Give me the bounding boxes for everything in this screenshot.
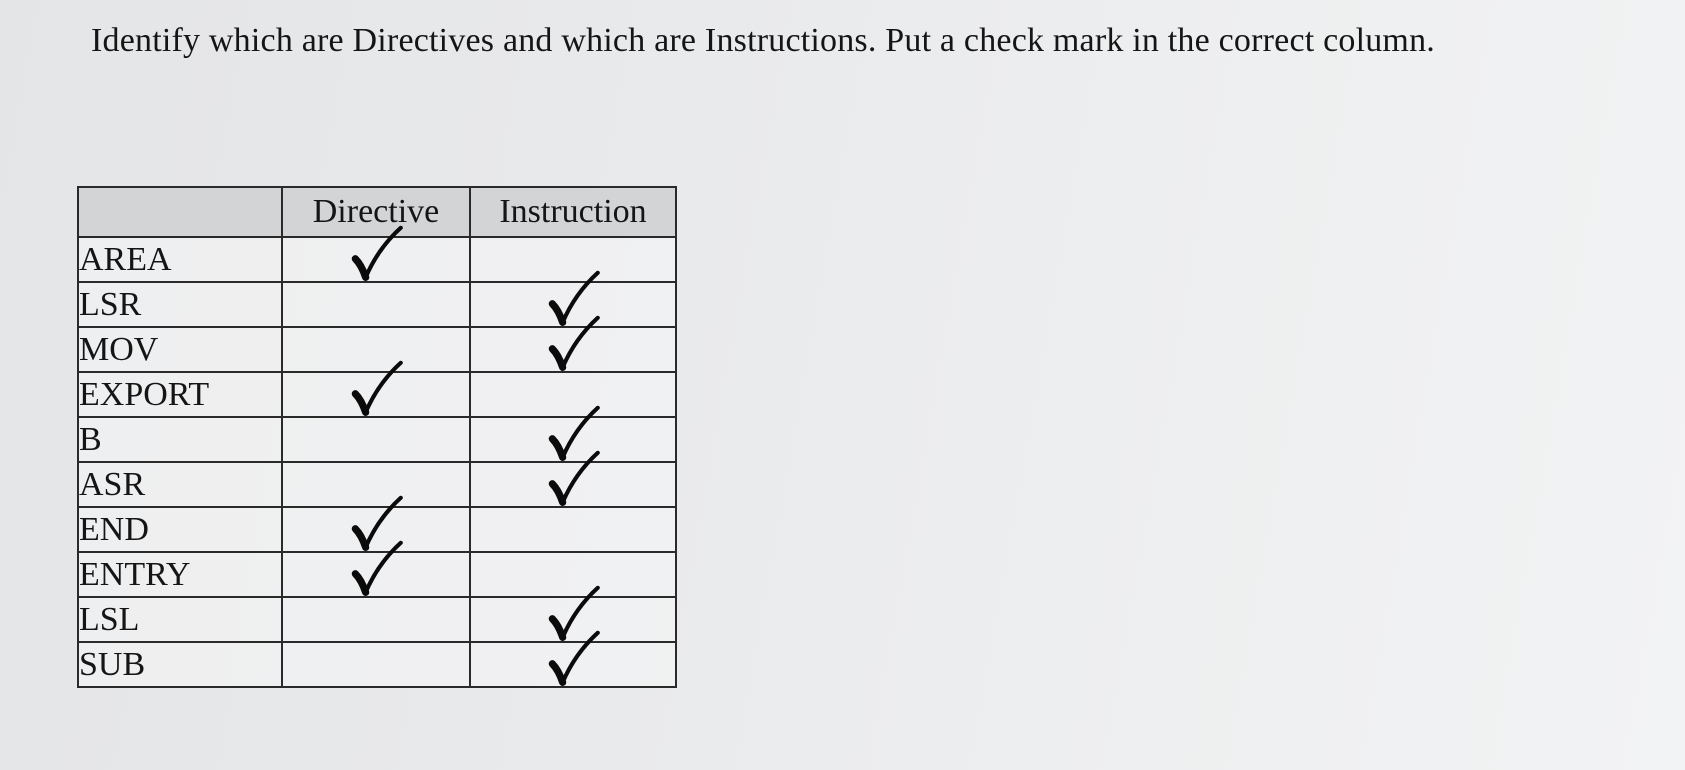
term-cell: EXPORT xyxy=(78,372,282,417)
term-cell: LSL xyxy=(78,597,282,642)
check-mark-icon xyxy=(345,536,407,598)
directive-cell[interactable] xyxy=(282,372,470,417)
directive-column-header: Directive xyxy=(282,187,470,237)
check-mark-icon xyxy=(345,356,407,418)
directive-cell[interactable] xyxy=(282,642,470,687)
term-cell: ASR xyxy=(78,462,282,507)
table-row xyxy=(78,642,676,687)
check-mark-icon xyxy=(345,221,407,283)
instruction-cell[interactable] xyxy=(470,327,676,372)
term-cell: SUB xyxy=(78,642,282,687)
check-mark-icon xyxy=(542,626,604,688)
header-corner-cell xyxy=(78,187,282,237)
term-cell: B xyxy=(78,417,282,462)
term-cell: LSR xyxy=(78,282,282,327)
instruction-cell[interactable] xyxy=(470,462,676,507)
classification-table xyxy=(77,186,677,688)
term-cell: END xyxy=(78,507,282,552)
directive-cell[interactable] xyxy=(282,552,470,597)
instruction-cell[interactable] xyxy=(470,507,676,552)
directive-cell[interactable] xyxy=(282,282,470,327)
directive-cell[interactable] xyxy=(282,417,470,462)
instruction-column-header: Instruction xyxy=(470,187,676,237)
check-mark-icon xyxy=(542,446,604,508)
directive-cell[interactable] xyxy=(282,597,470,642)
term-cell: AREA xyxy=(78,237,282,282)
check-mark-icon xyxy=(542,311,604,373)
directive-cell[interactable] xyxy=(282,237,470,282)
term-cell: ENTRY xyxy=(78,552,282,597)
instruction-cell[interactable] xyxy=(470,642,676,687)
term-cell: MOV xyxy=(78,327,282,372)
question-prompt: Identify which are Directives and which are Instructions. Put a check mark in the correct column. xyxy=(91,22,1435,59)
